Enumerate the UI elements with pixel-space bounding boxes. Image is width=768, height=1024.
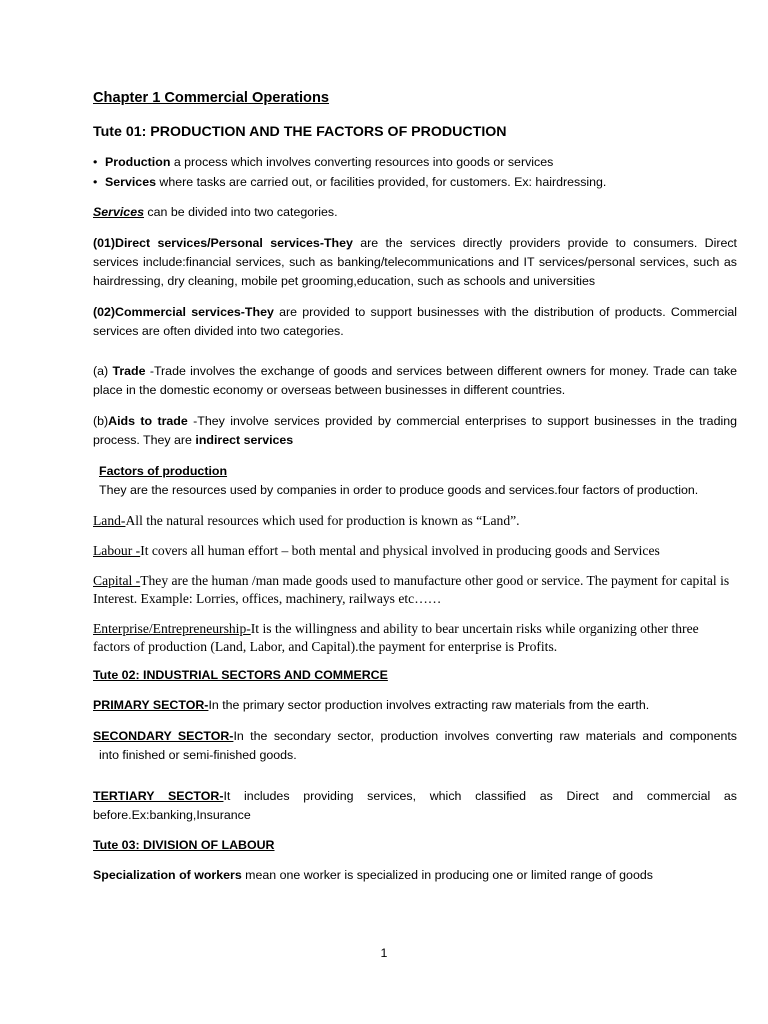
chapter-title: Chapter 1 Commercial Operations: [93, 90, 330, 106]
secondary-sector-paragraph: SECONDARY SECTOR-In the secondary sector, production involves converting raw materials and components into finished or semi-finished goods.: [93, 729, 737, 762]
factors-section: [93, 462, 737, 500]
aids-to-trade-paragraph: (b)Aids to trade -They involve services provided by commercial enterprises to support businesses in the trading process. They are indirect services: [93, 414, 738, 447]
specialization-paragraph: Specialization of workers mean one worker is specialized in producing one or limited range of goods: [93, 868, 653, 882]
factors-heading: Factors of production: [99, 464, 228, 478]
trade-paragraph: (a) Trade -Trade involves the exchange of goods and services between different owners for money. Trade can take place in the domestic economy or overseas between businesses in different countries.: [93, 364, 737, 397]
services-intro: Services can be divided into two categories.: [93, 205, 338, 219]
tute1-title: Tute 01: PRODUCTION AND THE FACTORS OF PRODUCTION: [93, 124, 507, 140]
labour-paragraph: Labour -It covers all human effort – both mental and physical involved in producing goods and Services: [93, 543, 660, 558]
list-item: • Services where tasks are carried out, or facilities provided, for customers. Ex: hairdressing.: [93, 172, 737, 192]
primary-sector-paragraph: PRIMARY SECTOR-In the primary sector production involves extracting raw materials from the earth.: [93, 698, 650, 712]
document-page: [93, 88, 737, 885]
direct-services-paragraph: (01)Direct services/Personal services-They are the services directly providers provide to consumers. Direct services include:financial services, such as banking/telecommunications and IT services/personal services, such as hairdressing, dry cleaning, mobile pet grooming,education, such as schools and universities: [93, 236, 737, 288]
tute2-title: Tute 02: INDUSTRIAL SECTORS AND COMMERCE: [93, 668, 388, 682]
factors-text: They are the resources used by companies in order to produce goods and services.four factors of production.: [99, 483, 699, 497]
capital-paragraph: Capital -They are the human /man made goods used to manufacture other good or service. The payment for capital is Interest. Example: Lorries, offices, machinery, railways etc……: [93, 573, 730, 606]
definition-list: [93, 152, 737, 192]
bullet-icon: •: [93, 155, 98, 169]
tute3-title: Tute 03: DIVISION OF LABOUR: [93, 838, 275, 852]
commercial-services-paragraph: (02)Commercial services-They are provided to support businesses with the distribution of products. Commercial services are often divided into two categories.: [93, 305, 737, 338]
page-number: 1: [380, 946, 388, 960]
bullet-icon: •: [93, 175, 98, 189]
tertiary-sector-paragraph: TERTIARY SECTOR-It includes providing services, which classified as Direct and commercial as before.Ex:banking,Insurance: [93, 789, 737, 822]
land-paragraph: Land-All the natural resources which used for production is known as “Land”.: [93, 513, 520, 528]
list-item: • Production a process which involves converting resources into goods or services: [93, 152, 737, 172]
enterprise-paragraph: Enterprise/Entrepreneurship-It is the willingness and ability to bear uncertain risks while organizing other three factors of production (Land, Labor, and Capital).the payment for enterprise is Profits.: [93, 621, 699, 654]
